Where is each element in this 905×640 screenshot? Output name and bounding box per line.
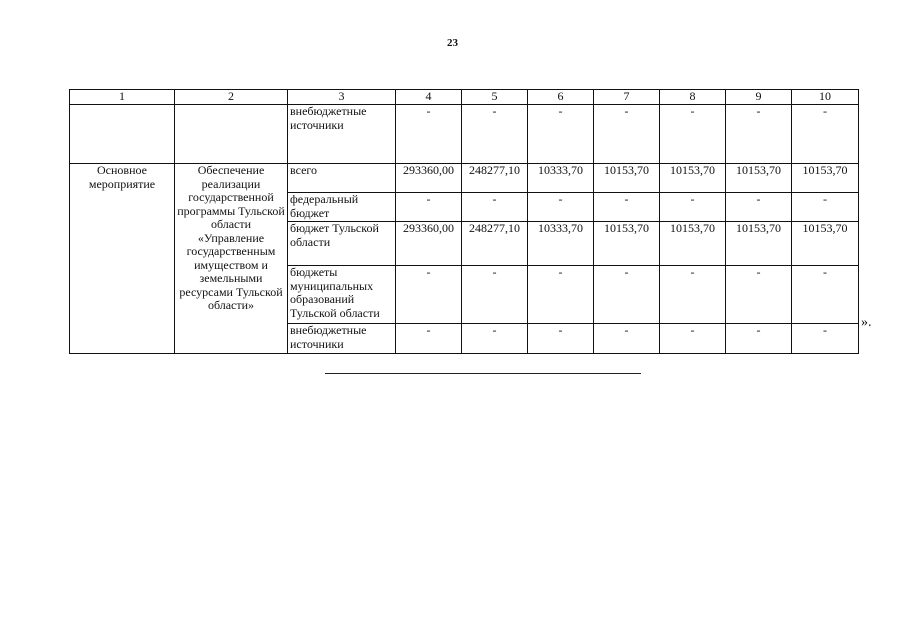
value-cell: - [528, 324, 594, 354]
column-header: 9 [726, 90, 792, 105]
value-cell: 10333,70 [528, 164, 594, 193]
empty-cell [70, 105, 175, 164]
value-cell: - [462, 105, 528, 164]
closing-quote-mark: ». [861, 315, 872, 330]
value-cell: - [462, 193, 528, 222]
value-cell: - [594, 266, 660, 324]
page-number: 23 [447, 37, 458, 49]
value-cell: - [594, 324, 660, 354]
value-cell: - [528, 105, 594, 164]
value-cell: 10153,70 [594, 164, 660, 193]
column-header: 6 [528, 90, 594, 105]
funding-source: федеральный бюджет [288, 193, 396, 222]
funding-source: внебюджетные источники [288, 324, 396, 354]
value-cell: 293360,00 [396, 222, 462, 266]
value-cell: - [528, 266, 594, 324]
column-header: 8 [660, 90, 726, 105]
value-cell: - [726, 105, 792, 164]
table-row [70, 105, 859, 164]
funding-source: внебюджетные источники [288, 105, 396, 164]
budget-table [69, 89, 859, 354]
column-header: 7 [594, 90, 660, 105]
value-cell: 248277,10 [462, 222, 528, 266]
value-cell: - [462, 266, 528, 324]
separator-line [325, 373, 641, 374]
value-cell: - [462, 324, 528, 354]
funding-source: бюджеты муниципальных образований Тульской области [288, 266, 396, 324]
activity-description: Обеспечение реализации государственной программы Тульской области «Управление государственным имуществом и земельными ресурсами Тульской области» [175, 164, 288, 354]
value-cell: 248277,10 [462, 164, 528, 193]
funding-source: всего [288, 164, 396, 193]
value-cell: - [594, 105, 660, 164]
value-cell: - [396, 193, 462, 222]
value-cell: - [660, 105, 726, 164]
value-cell: - [396, 266, 462, 324]
value-cell: 10153,70 [660, 164, 726, 193]
value-cell: 293360,00 [396, 164, 462, 193]
value-cell: - [726, 193, 792, 222]
value-cell: - [726, 266, 792, 324]
value-cell: - [594, 193, 660, 222]
column-header: 2 [175, 90, 288, 105]
value-cell: - [792, 266, 859, 324]
column-header: 3 [288, 90, 396, 105]
value-cell: 10153,70 [792, 164, 859, 193]
value-cell: - [792, 324, 859, 354]
value-cell: 10153,70 [660, 222, 726, 266]
column-header: 10 [792, 90, 859, 105]
funding-source: бюджет Тульской области [288, 222, 396, 266]
column-header: 1 [70, 90, 175, 105]
header-row [70, 90, 859, 105]
value-cell: 10153,70 [726, 164, 792, 193]
value-cell: 10153,70 [594, 222, 660, 266]
value-cell: - [660, 324, 726, 354]
value-cell: 10153,70 [726, 222, 792, 266]
value-cell: 10153,70 [792, 222, 859, 266]
activity-name: Основное мероприятие [70, 164, 175, 354]
value-cell: - [396, 324, 462, 354]
value-cell: - [792, 105, 859, 164]
value-cell: - [528, 193, 594, 222]
column-header: 4 [396, 90, 462, 105]
value-cell: - [660, 193, 726, 222]
value-cell: - [792, 193, 859, 222]
empty-cell [175, 105, 288, 164]
value-cell: - [726, 324, 792, 354]
value-cell: - [396, 105, 462, 164]
value-cell: - [660, 266, 726, 324]
column-header: 5 [462, 90, 528, 105]
value-cell: 10333,70 [528, 222, 594, 266]
table-row [70, 164, 859, 193]
